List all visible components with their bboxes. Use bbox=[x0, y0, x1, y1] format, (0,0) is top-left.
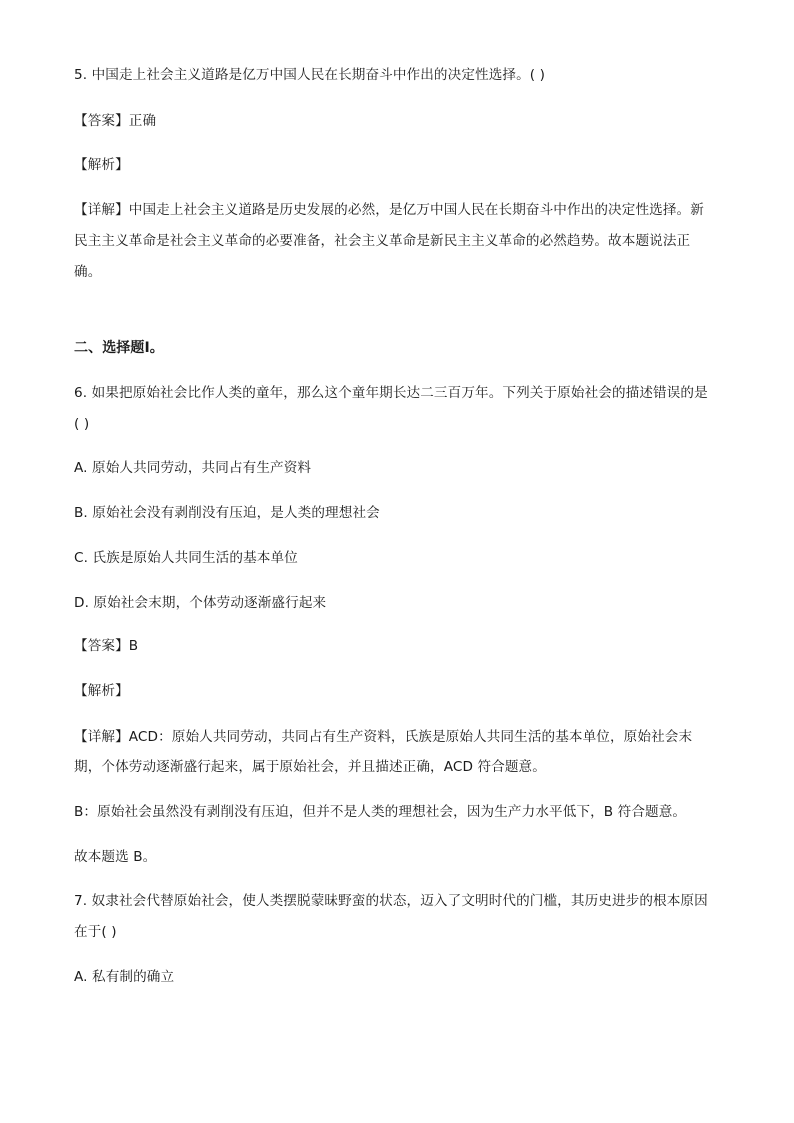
q5-detail-line-1: 【详解】中国走上社会主义道路是历史发展的必然，是亿万中国人民在长期奋斗中作出的决定性选择。新 bbox=[74, 202, 704, 218]
section-title-multiple-choice: 二、选择题Ⅰ。 bbox=[74, 340, 164, 356]
q6-answer: 【答案】B bbox=[74, 638, 139, 654]
q6-detail-line-1: 【详解】ACD：原始人共同劳动，共同占有生产资料，氏族是原始人共同生活的基本单位，原始社会末 bbox=[74, 729, 693, 745]
q6-option-c: C. 氏族是原始人共同生活的基本单位 bbox=[74, 550, 298, 566]
q6-detail-line-3: B：原始社会虽然没有剥削没有压迫，但并不是人类的理想社会，因为生产力水平低下，B 符合题意。 bbox=[74, 804, 687, 820]
q5-detail-line-2: 民主主义革命是社会主义革命的必要准备，社会主义革命是新民主主义革命的必然趋势。故本题说法正 bbox=[74, 233, 691, 249]
q6-option-b: B. 原始社会没有剥削没有压迫，是人类的理想社会 bbox=[74, 505, 380, 521]
q6-detail-line-4: 故本题选 B。 bbox=[74, 849, 157, 865]
q6-analysis-label: 【解析】 bbox=[74, 683, 129, 699]
q5-detail-line-3: 确。 bbox=[74, 264, 102, 280]
q6-stem-line-1: 6. 如果把原始社会比作人类的童年，那么这个童年期长达二三百万年。下列关于原始社会的描述错误的是 bbox=[74, 385, 708, 401]
q7-stem-line-2: 在于( ) bbox=[74, 924, 117, 940]
q5-analysis-label: 【解析】 bbox=[74, 157, 129, 173]
q6-option-a: A. 原始人共同劳动，共同占有生产资料 bbox=[74, 460, 312, 476]
q6-option-d: D. 原始社会末期，个体劳动逐渐盛行起来 bbox=[74, 595, 327, 611]
q7-stem-line-1: 7. 奴隶社会代替原始社会，使人类摆脱蒙昧野蛮的状态，迈入了文明时代的门槛，其历史进步的根本原因 bbox=[74, 893, 708, 909]
q6-stem-line-2: ( ) bbox=[74, 416, 90, 432]
q6-detail-line-2: 期，个体劳动逐渐盛行起来，属于原始社会，并且描述正确，ACD 符合题意。 bbox=[74, 759, 546, 775]
q5-stem: 5. 中国走上社会主义道路是亿万中国人民在长期奋斗中作出的决定性选择。( ) bbox=[74, 67, 546, 83]
q5-answer: 【答案】正确 bbox=[74, 113, 157, 129]
q7-option-a: A. 私有制的确立 bbox=[74, 969, 175, 985]
